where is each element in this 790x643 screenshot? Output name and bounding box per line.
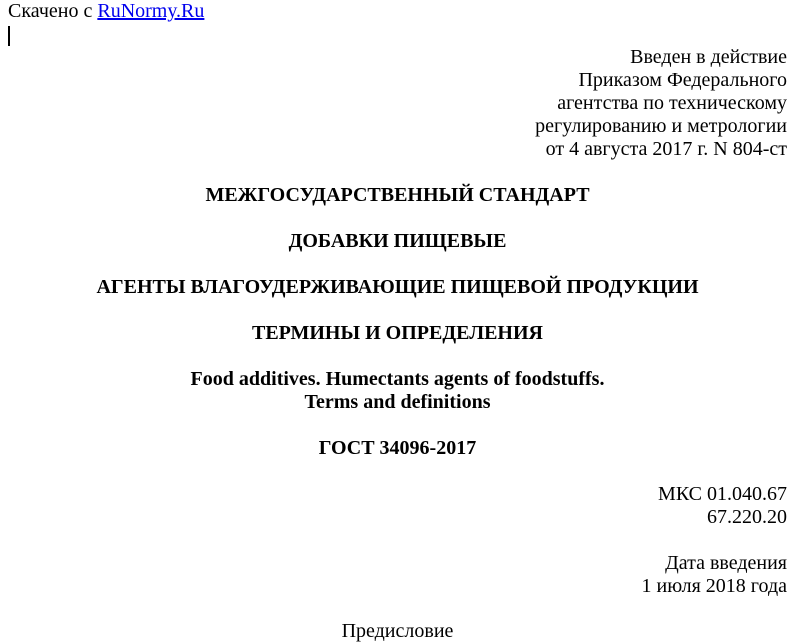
main-title: ДОБАВКИ ПИЩЕВЫЕ: [288, 230, 507, 252]
classification-line: 67.220.20: [707, 506, 787, 528]
effective-date-block: [8, 552, 787, 598]
text-cursor-line: [8, 23, 787, 46]
effective-date-value: 1 июля 2018 года: [641, 575, 787, 597]
section-heading-foreword: Предисловие: [341, 620, 454, 642]
effective-date-label: Дата введения: [665, 552, 787, 574]
runormy-link[interactable]: RuNormy.Ru: [97, 0, 205, 22]
standard-designation: ГОСТ 34096-2017: [318, 437, 477, 459]
text-cursor: [8, 26, 10, 46]
sub-title: АГЕНТЫ ВЛАГОУДЕРЖИВАЮЩИЕ ПИЩЕВОЙ ПРОДУКЦИИ: [96, 276, 699, 298]
standard-type-heading: МЕЖГОСУДАРСТВЕННЫЙ СТАНДАРТ: [205, 184, 590, 206]
approval-line: регулированию и метрологии: [535, 115, 787, 137]
source-line: [8, 0, 787, 23]
part-title: ТЕРМИНЫ И ОПРЕДЕЛЕНИЯ: [251, 322, 543, 344]
classification-block: [8, 483, 787, 529]
english-title-block: [8, 368, 787, 414]
approval-line: агентства по техническому: [557, 92, 787, 114]
english-title-line: Terms and definitions: [304, 391, 491, 413]
approval-line: от 4 августа 2017 г. N 804-ст: [545, 138, 787, 160]
source-prefix: Скачено с: [8, 0, 98, 22]
approval-block: [8, 46, 787, 161]
approval-line: Введен в действие: [630, 46, 787, 68]
approval-line: Приказом Федерального: [578, 69, 787, 91]
english-title-line: Food additives. Humectants agents of foodstuffs.: [190, 368, 605, 390]
classification-line: МКС 01.040.67: [658, 483, 787, 505]
